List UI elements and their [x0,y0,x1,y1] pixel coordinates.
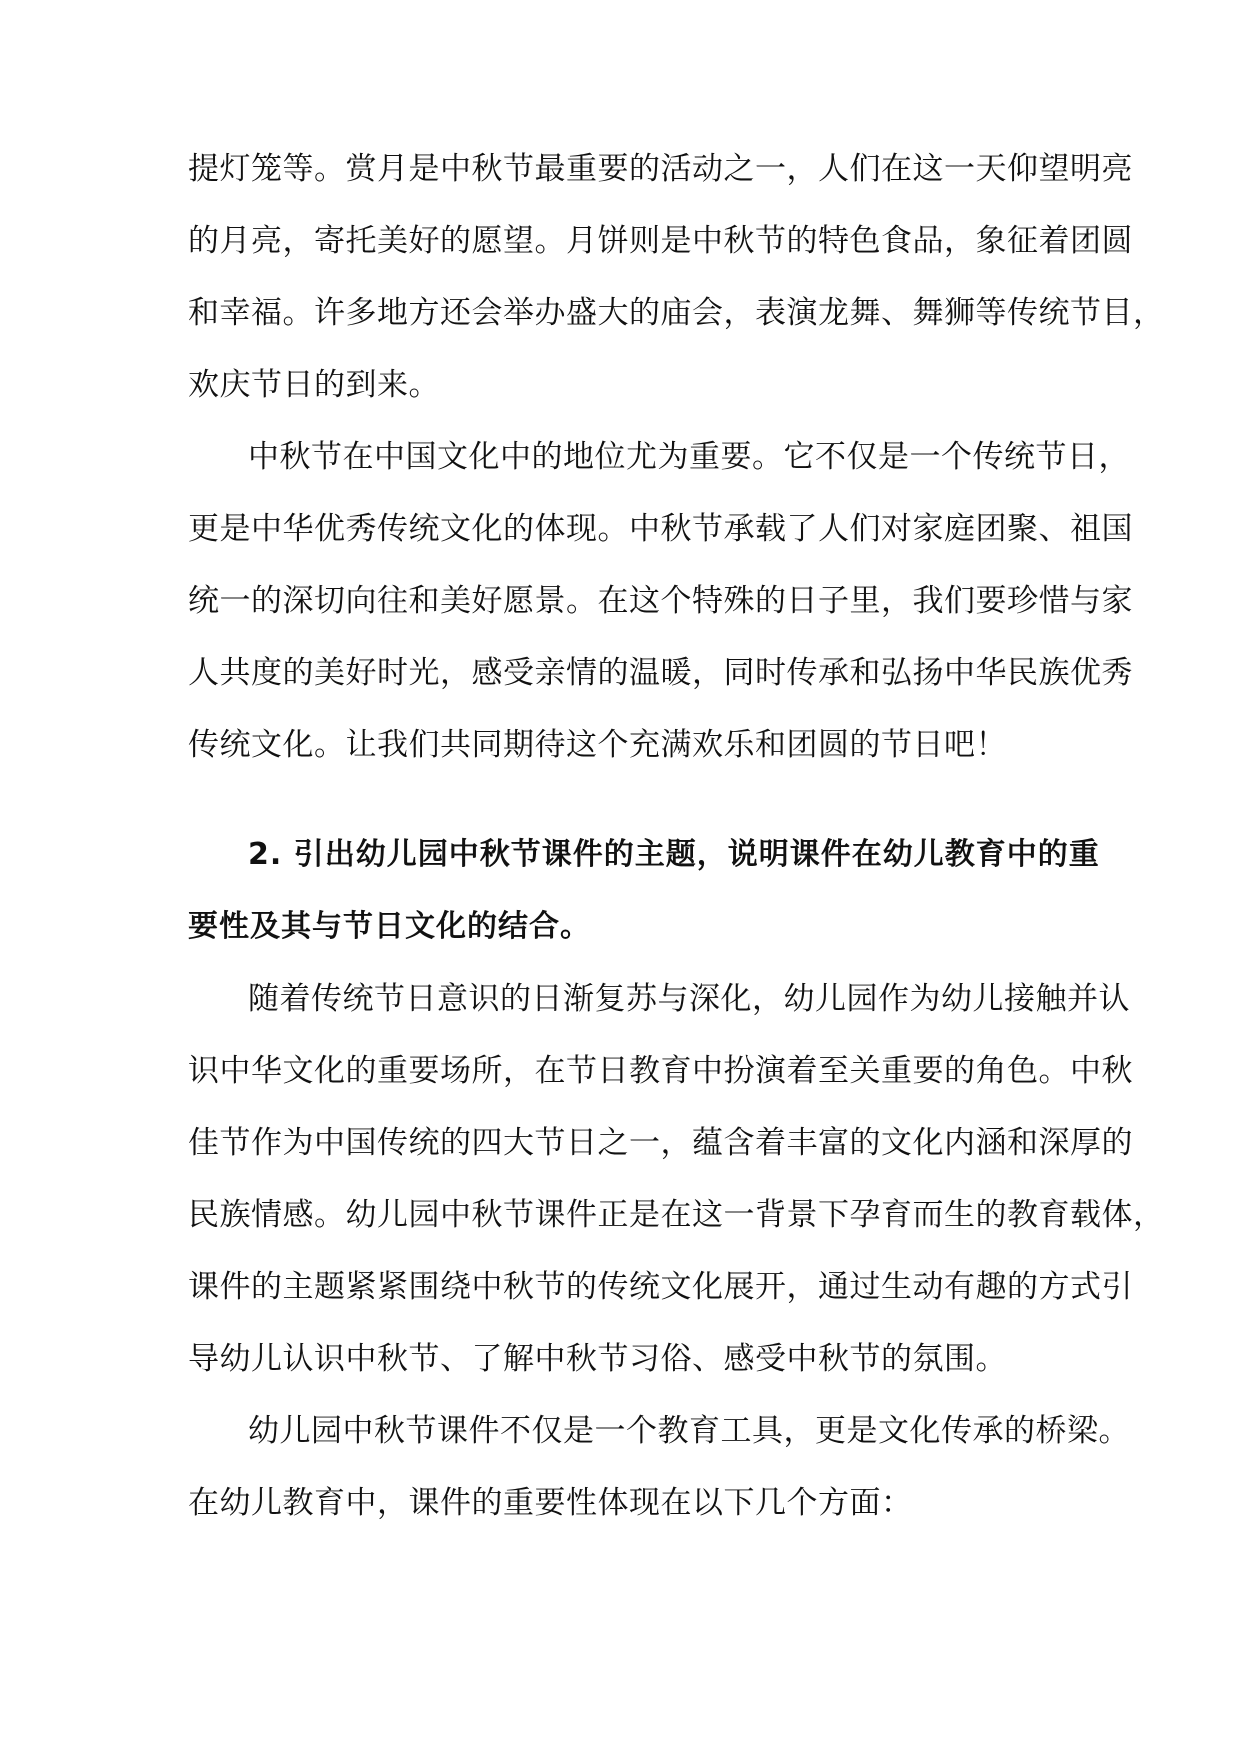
text-line: 在幼儿教育中，课件的重要性体现在以下几个方面： [188,1485,913,1521]
paragraph-kindergarten-courseware [188,970,1165,1402]
text-line: 随着传统节日意识的日渐复苏与深化，幼儿园作为幼儿接触并认 [248,981,1130,1017]
text-line: 统一的深切向往和美好愿景。在这个特殊的日子里，我们要珍惜与家 [188,583,1133,619]
text-line: 民族情感。幼儿园中秋节课件正是在这一背景下孕育而生的教育载体， [188,1197,1165,1233]
text-line: 欢庆节日的到来。 [188,367,440,403]
heading-line: 要性及其与节日文化的结合。 [188,909,591,944]
text-line: 导幼儿认识中秋节、了解中秋节习俗、感受中秋节的氛围。 [188,1341,1007,1377]
document-body [188,140,1165,1546]
section-spacer [188,788,1058,826]
text-line: 中秋节在中国文化中的地位尤为重要。它不仅是一个传统节日， [248,439,1130,475]
text-line: 传统文化。让我们共同期待这个充满欢乐和团圆的节日吧！ [188,727,1007,763]
text-line: 和幸福。许多地方还会举办盛大的庙会，表演龙舞、舞狮等传统节目， [188,295,1165,331]
heading-line: 2. 引出幼儿园中秋节课件的主题，说明课件在幼儿教育中的重 [248,837,1100,872]
text-line: 幼儿园中秋节课件不仅是一个教育工具，更是文化传承的桥梁。 [248,1413,1130,1449]
paragraph-cultural-significance [188,428,1133,788]
text-line: 佳节作为中国传统的四大节日之一，蕴含着丰富的文化内涵和深厚的 [188,1125,1133,1161]
text-line: 人共度的美好时光，感受亲情的温暖，同时传承和弘扬中华民族优秀 [188,655,1133,691]
text-line: 提灯笼等。赏月是中秋节最重要的活动之一，人们在这一天仰望明亮 [188,151,1133,187]
text-line: 更是中华优秀传统文化的体现。中秋节承载了人们对家庭团聚、祖国 [188,511,1133,547]
paragraph-courseware-importance [188,1402,1130,1546]
paragraph-festival-activities [188,140,1165,428]
section-heading [188,826,1100,970]
text-line: 课件的主题紧紧围绕中秋节的传统文化展开，通过生动有趣的方式引 [188,1269,1133,1305]
text-line: 的月亮，寄托美好的愿望。月饼则是中秋节的特色食品，象征着团圆 [188,223,1133,259]
text-line: 识中华文化的重要场所，在节日教育中扮演着至关重要的角色。中秋 [188,1053,1133,1089]
